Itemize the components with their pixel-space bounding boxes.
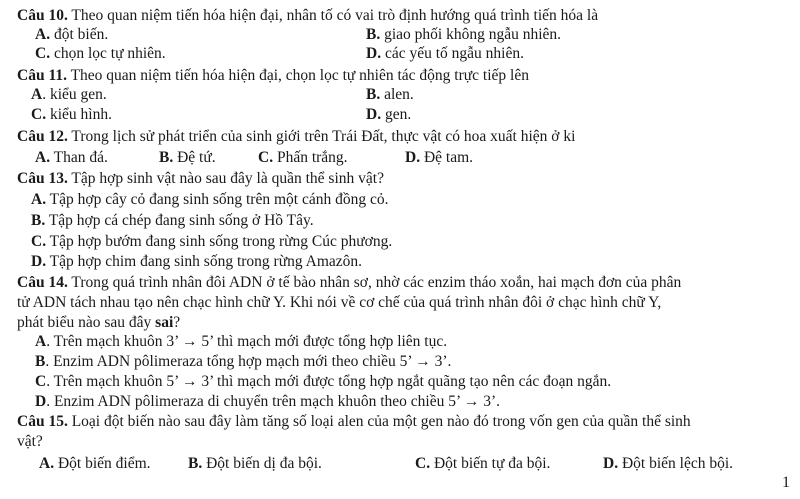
question-label: Câu 10. (17, 7, 68, 24)
question-15-option-a: A. Đột biến điểm. (39, 455, 151, 472)
question-15-option-c: C. Đột biến tự đa bội. (415, 455, 551, 472)
question-15-stem-line-1: Câu 15. Loại đột biến nào sau đây làm tăng số loại alen của một gen nào đó trong vốn gen của quần thể sinh (17, 413, 691, 430)
question-15-stem-line-2: vật? (17, 433, 43, 450)
question-13-option-d: D. Tập hợp chim đang sinh sống trong rừng Amazôn. (31, 253, 363, 270)
question-14-option-a: A. Trên mạch khuôn 3’ → 5’ thì mạch mới được tổng hợp liên tục. (35, 333, 448, 350)
question-14-option-b: B. Enzim ADN pôlimeraza tổng hợp mạch mới theo chiều 5’ → 3’. (35, 353, 452, 370)
question-11-option-a: A. kiểu gen. (31, 86, 107, 103)
question-label: Câu 11. (17, 67, 67, 84)
question-11-stem: Câu 11. Theo quan niệm tiến hóa hiện đại, chọn lọc tự nhiên tác động trực tiếp lên (17, 67, 529, 84)
question-11-option-c: C. kiểu hình. (31, 106, 112, 123)
question-13-stem: Câu 13. Tập hợp sinh vật nào sau đây là quần thể sinh vật? (17, 170, 384, 187)
question-15-option-d: D. Đột biến lệch bội. (603, 455, 734, 472)
question-13-option-c: C. Tập hợp bướm đang sinh sống trong rừng Cúc phương. (31, 233, 393, 250)
question-13-option-a: A. Tập hợp cây cỏ đang sinh sống trên một cánh đồng cỏ. (31, 191, 389, 208)
question-15-option-b: B. Đột biến dị đa bội. (188, 455, 322, 472)
question-14-stem-line-1: Câu 14. Trong quá trình nhân đôi ADN ở tế bào nhân sơ, nhờ các enzim tháo xoắn, hai mạch đơn của phân (17, 274, 682, 291)
question-label: Câu 15. (17, 413, 68, 430)
question-10-stem: Câu 10. Theo quan niệm tiến hóa hiện đại, nhân tố có vai trò định hướng quá trình tiến hóa là (17, 7, 599, 24)
question-14-stem-line-2: tử ADN tách nhau tạo nên chạc hình chữ Y. Khi nói về cơ chế của quá trình nhân đôi ở chạc hình chữ Y, (17, 294, 662, 311)
question-14-option-d: D. Enzim ADN pôlimeraza di chuyển trên mạch khuôn theo chiều 5’ → 3’. (35, 393, 501, 410)
question-10-option-d: D. các yếu tố ngẫu nhiên. (366, 45, 524, 62)
question-label: Câu 14. (17, 274, 68, 291)
question-14-stem-line-3: phát biểu nào sau đây sai? (17, 314, 181, 331)
question-12-option-c: C. Phấn trắng. (258, 149, 348, 166)
question-10-option-c: C. chọn lọc tự nhiên. (35, 45, 166, 62)
emphasis-sai: sai (155, 314, 174, 331)
question-12-stem: Câu 12. Trong lịch sử phát triển của sinh giới trên Trái Đất, thực vật có hoa xuất hiện ở ki (17, 128, 576, 145)
page-number: 1 (782, 474, 790, 491)
question-10-option-a: A. đột biến. (35, 26, 109, 43)
question-13-option-b: B. Tập hợp cá chép đang sinh sống ở Hồ Tây. (31, 212, 314, 229)
question-14-option-c: C. Trên mạch khuôn 5’ → 3’ thì mạch mới được tổng hợp ngắt quãng tạo nên các đoạn ngắn. (35, 373, 612, 390)
question-12-option-d: D. Đệ tam. (405, 149, 474, 166)
question-label: Câu 12. (17, 128, 68, 145)
question-12-option-b: B. Đệ tứ. (159, 149, 216, 166)
question-11-option-b: B. alen. (366, 86, 414, 103)
question-label: Câu 13. (17, 170, 68, 187)
question-12-option-a: A. Than đá. (35, 149, 108, 166)
question-10-option-b: B. giao phối không ngẫu nhiên. (366, 26, 562, 43)
question-11-option-d: D. gen. (366, 106, 412, 123)
